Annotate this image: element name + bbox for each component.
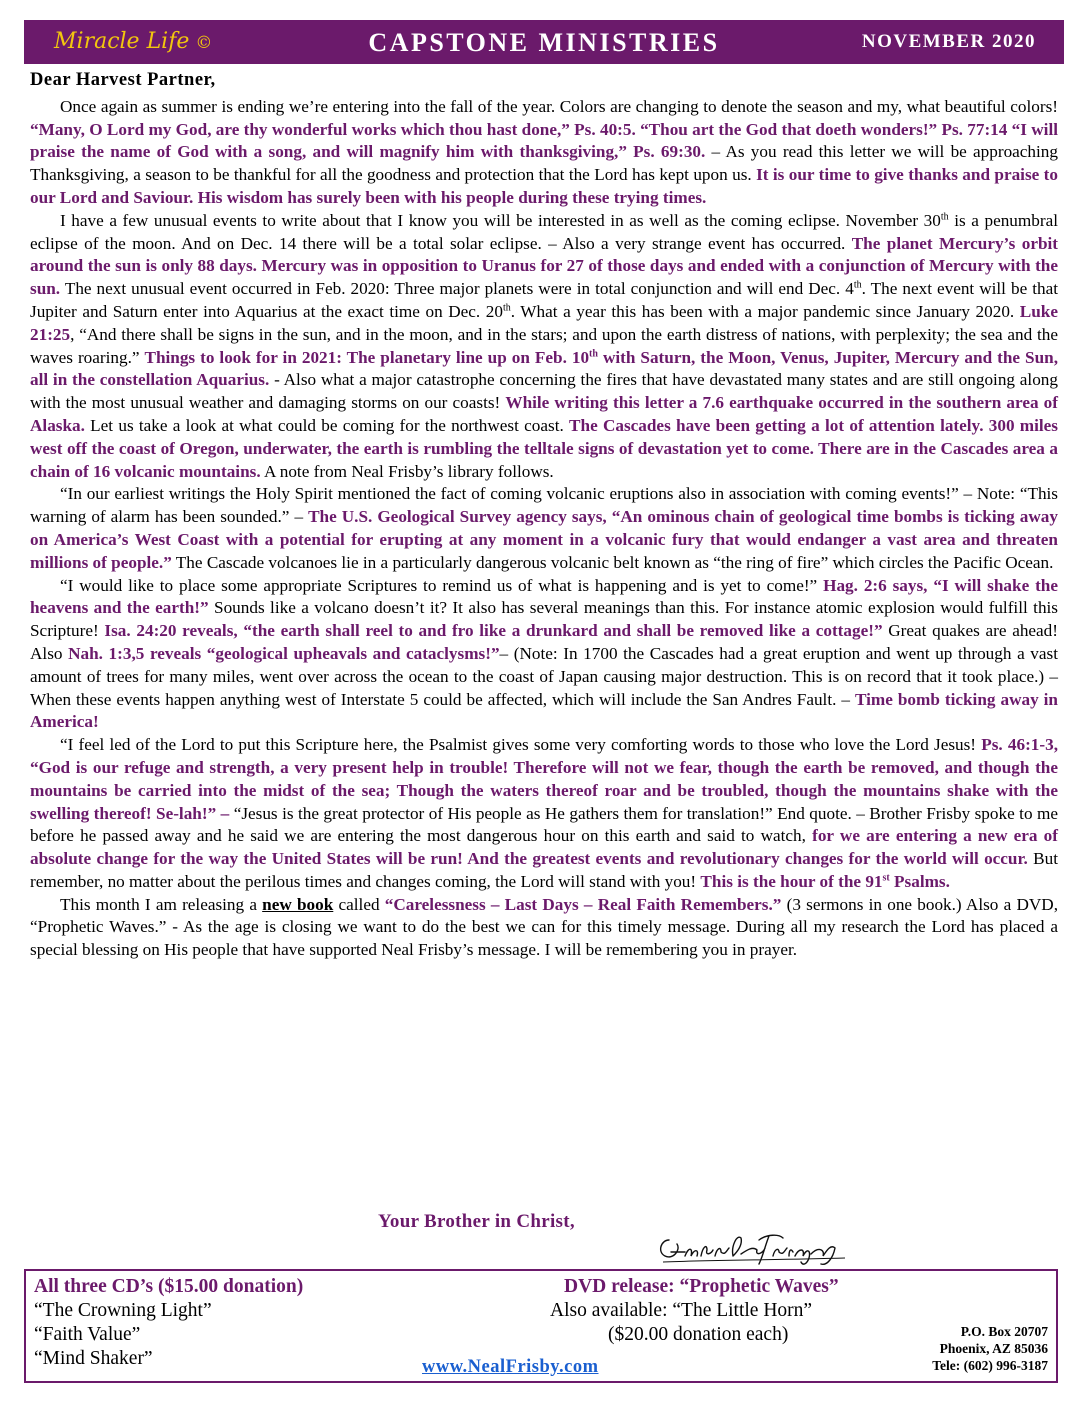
cd-item: “Faith Value”	[34, 1324, 141, 1345]
text-run: A note from Neal Frisby’s library follows.	[260, 461, 554, 481]
website-link[interactable]: www.NealFrisby.com	[422, 1357, 599, 1377]
emphasis-text: Luke 21:25	[30, 301, 1058, 344]
emphasis-text: While writing this letter a 7.6 earthquake occurred in the southern area of Alaska.	[30, 393, 1058, 435]
emphasis-text: It is our time to give thanks and praise to our Lord and Saviour. His wisdom has surely been with his people during these trying times.	[30, 165, 1058, 207]
org-title: CAPSTONE MINISTRIES	[368, 28, 720, 57]
text-run: The next unusual event occurred in Feb. 2020: Three major planets were in total conjunction and will end Dec. 4	[60, 279, 854, 299]
signature	[655, 1230, 865, 1270]
text-run: , “And there shall be signs in the sun, and in the moon, and in the stars; and upon the earth distress of nations, with perplexity; the sea and the waves roaring.”	[30, 324, 1058, 367]
letter-paragraph	[30, 734, 1058, 894]
text-run: But remember, no matter about the perilous times and changes coming, the Lord will stand with you!	[30, 849, 1058, 891]
emphasis-text: Psalms.	[889, 871, 950, 891]
emphasis-text: “Carelessness – Last Days – Real Faith Remembers.”	[384, 894, 782, 914]
text-run: “Jesus is the great protector of His people as He gathers them for translation!” End quote. – Brother Frisby spoke to me before he passed away and he said we are entering the most dangerous hour on this earth and said to watch,	[30, 803, 1058, 846]
emphasis-text: Isa. 24:20 reveals, “the earth shall reel to and fro like a drunkard and shall be removed like a cottage!”	[104, 621, 883, 641]
letter-paragraph	[30, 483, 1058, 574]
text-run: th	[940, 211, 949, 223]
text-run: Let us take a look at what could be coming for the northwest coast.	[84, 415, 570, 435]
emphasis-text: Time bomb ticking away in America!	[30, 689, 1058, 732]
text-run: Great quakes are ahead! Also	[30, 621, 1058, 663]
emphasis-text: The U.S. Geological Survey agency says, “An ominous chain of geological time bombs is ticking away on America’s West Coast with a potential for erupting at any moment in a volcanic fury that would endanger a vast area and threaten millions of people.”	[30, 507, 1058, 572]
text-run: . The next event will be that Jupiter and Saturn enter into Aquarius at the exact time on Dec. 20	[30, 279, 1058, 321]
letter-paragraph	[30, 96, 1058, 210]
letter-paragraph	[30, 894, 1058, 962]
text-run: “I would like to place some appropriate Scriptures to remind us of what is happening and is yet to come!”	[60, 575, 824, 595]
emphasis-text: st	[882, 872, 890, 884]
cd-item: “Mind Shaker”	[34, 1348, 153, 1369]
emphasis-text: with Saturn, the Moon, Venus, Jupiter, Mercury and the Sun, all in the constellation Aquarius.	[30, 347, 1058, 390]
copyright-mark: ©	[195, 33, 213, 53]
address-line: P.O. Box 20707	[960, 1324, 1048, 1339]
emphasis-text: for we are entering a new era of absolute change for the way the United States will be run! And the greatest events and revolutionary changes for the world will occur.	[30, 826, 1058, 869]
letter-body	[30, 69, 1058, 962]
emphasis-text: Hag. 2:6 says, “I will shake the heavens and the earth!”	[30, 575, 1058, 618]
address-line: Phoenix, AZ 85036	[939, 1341, 1048, 1356]
address-line: Tele: (602) 996-3187	[932, 1358, 1048, 1373]
underlined-text: new book	[262, 894, 334, 914]
text-run: “I feel led of the Lord to put this Scripture here, the Psalmist gives some very comforting words to those who love the Lord Jesus!	[60, 735, 982, 755]
issue-date: NOVEMBER 2020	[861, 31, 1036, 52]
text-run: . What a year this has been with a major pandemic since January 2020.	[510, 301, 1020, 321]
text-run: The Cascade volcanoes lie in a particularly dangerous volcanic belt known as “the ring of fire” which circles the Pacific Ocean.	[171, 552, 1054, 572]
letter-paragraph	[30, 210, 1058, 484]
closing-line: Your Brother in Christ,	[378, 1211, 575, 1232]
letter-paragraphs	[30, 96, 1058, 962]
emphasis-text: The planet Mercury’s orbit around the sun is only 88 days. Mercury was in opposition to Uranus for 27 of those days and ended with a conjunction of Mercury with the sun.	[30, 233, 1058, 299]
text-run: called	[333, 894, 385, 914]
dvd-also: Also available: “The Little Horn”	[550, 1300, 813, 1321]
text-run: (3 sermons in one book.) Also a DVD, “Prophetic Waves.” - As the age is closing we want to do the best we can for this timely message. During all my research the Lord has placed a special blessing on His people that have supported Neal Frisby’s message. I will be remembering you in prayer.	[30, 894, 1058, 960]
emphasis-text: Ps. 46:1-3, “God is our refuge and strength, a very present help in trouble! Therefore will not we fear, though the earth be removed, and though the mountains be carried into the midst of the sea; Though the waters thereof roar and be troubled, though the mountains shake with the swelling thereof! Se-lah!” –	[30, 735, 1058, 823]
mailing-address	[932, 1323, 1048, 1374]
emphasis-text: “Many, O Lord my God, are thy wonderful works which thou hast done,” Ps. 40:5. “Thou art the God that doeth wonders!” Ps. 77:14 “I will praise the name of God with a song, and will magnify him with thanksgiving,” Ps. 69:30.	[30, 119, 1058, 162]
dvd-price: ($20.00 donation each)	[608, 1324, 789, 1345]
emphasis-text: Things to look for in 2021: The planetary line up on Feb. 10	[144, 347, 590, 367]
text-run: – (Note: In 1700 the Cascades had a great eruption and went up through a vast amount of trees for many miles, went over across the ocean to the coast of Japan causing major destruction. This is on record that it took place.) – When these events happen anything west of Interstate 5 could be affected, which will include the San Andres Fault. –	[30, 643, 1058, 709]
dvd-title: DVD release: “Prophetic Waves”	[564, 1276, 839, 1297]
header-banner	[24, 20, 1064, 64]
text-run: th	[853, 279, 862, 291]
offer-box	[24, 1269, 1058, 1383]
cd-item: “The Crowning Light”	[34, 1300, 212, 1321]
cds-title: All three CD’s ($15.00 donation)	[34, 1276, 304, 1297]
text-run: Sounds like a volcano doesn’t it? It also has several meanings than this. For instance atomic explosion would fulfill this Scripture!	[30, 598, 1058, 641]
brand-name: Miracle Life	[54, 29, 190, 54]
letter-paragraph	[30, 575, 1058, 735]
text-run: th	[502, 302, 511, 314]
text-run: “In our earliest writings the Holy Spirit mentioned the fact of coming volcanic eruptions also in association with coming events!” – Note: “This warning of alarm has been sounded.” –	[30, 484, 1058, 527]
emphasis-text: This is the hour of the 91	[700, 871, 883, 891]
text-run: is a penumbral eclipse of the moon. And on Dec. 14 there will be a total solar eclipse. – Also a very strange event has occurred.	[30, 210, 1058, 253]
text-run: - Also what a major catastrophe concerning the fires that have devastated many states and are still ongoing along with the most unusual weather and damaging storms on our coasts!	[30, 370, 1058, 413]
emphasis-text: Nah. 1:3,5 reveals “geological upheavals and cataclysms!”	[68, 643, 500, 663]
text-run: – As you read this letter we will be approaching Thanksgiving, a season to be thankful for all the goodness and protection that the Lord has kept upon us.	[30, 142, 1058, 185]
text-run: This month I am releasing a	[60, 894, 263, 914]
emphasis-text: th	[589, 347, 598, 359]
text-run: I have a few unusual events to write about that I know you will be interested in as well as the coming eclipse. November 30	[60, 210, 941, 230]
emphasis-text: The Cascades have been getting a lot of attention lately. 300 miles west off the coast of Oregon, underwater, the earth is rumbling the telltale signs of devastation yet to come. There are in the Cascades area a chain of 16 volcanic mountains.	[30, 415, 1058, 481]
salutation: Dear Harvest Partner,	[30, 70, 216, 90]
text-run: Once again as summer is ending we’re entering into the fall of the year. Colors are changing to denote the season and my, what beautiful colors!	[60, 96, 1058, 116]
